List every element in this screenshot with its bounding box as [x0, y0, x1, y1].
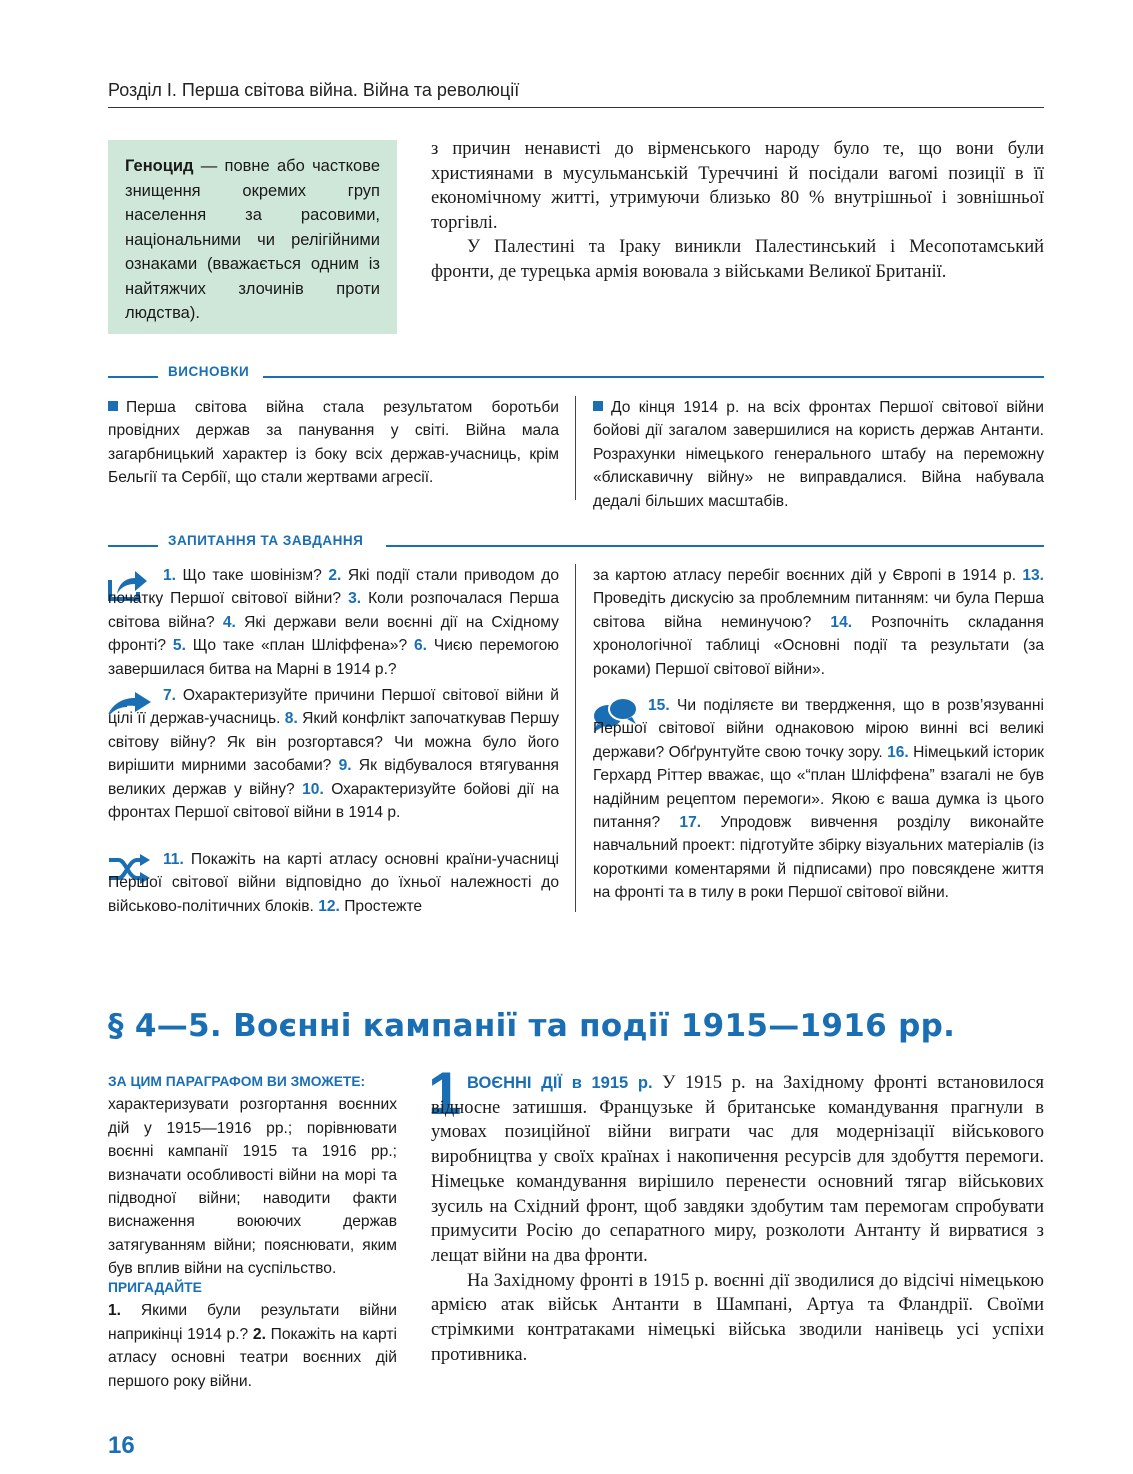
q12-text: Простежте — [339, 897, 423, 915]
q2-text: Які події стали приводом до початку Першої світової війни? — [108, 567, 559, 608]
running-header: Розділ І. Перша світова війна. Війна та революції — [108, 80, 520, 100]
main-paragraph-2: На Західному фронті в 1915 р. воєнні дії зводилися до відсічі німецькою армією атак військ Антанти в Шампані, Артуа та Фландрії. Своїми стрімкими контратаками німецькі війська зводили нанівець усі успіхи противника. — [431, 1270, 1044, 1365]
q10-num: 10. — [302, 780, 324, 798]
q17-text: Упродовж вивчення розділу виконайте навчальний проект: підготуйте збірку візуальних матеріалів (із короткими коментарями й підписами) про повсякдене життя на фронті та в тилу в роки Першої світової війни. — [593, 814, 1044, 902]
q1-text: Що таке шовінізм? — [176, 567, 329, 584]
paragraph-title: § 4—5. Воєнні кампанії та події 1915—1916 рр. — [108, 1008, 956, 1044]
questions-column-divider — [575, 564, 576, 912]
page-number: 16 — [108, 1432, 135, 1459]
conclusions-rule-right — [263, 376, 1044, 378]
conclusions-left-text: Перша світова війна стала результатом боротьби провідних держав за панування у світі. Війна мала загарбницький характер із боку всіх держав-учасниць, крім Бельгії та Сербії, що стали жертвами агресії. — [108, 399, 559, 487]
q10-text: Охарактеризуйте бойові дії на фронтах Першої світової війни в 1914 р. — [108, 780, 560, 822]
q9-num: 9. — [338, 757, 352, 775]
q5-text: Що таке «план Шліффена»? — [185, 637, 414, 655]
recall-box — [108, 1276, 397, 1393]
column-divider — [575, 396, 576, 500]
conclusions-right — [593, 396, 1044, 513]
main-p1-text: У 1915 р. на Західному фронті встановилося відносне затишшя. Французьке й британське командування прагнули в умовах позиційної війни виграти час для модернізації військового виробництва у своїх країнах і накопичення ресурсів для здобуття перемоги. Німецьке командування вирішило перенести основний тягар військових зусиль на Східний фронт, щоб завдяки здобутим там перемогам спробувати примусити Росію до сепаратного миру, розколоти Антанту й вирватися з лещат війни на два фронти. — [431, 1073, 1045, 1266]
recall-text — [108, 1299, 397, 1393]
q1-num: 1. — [163, 567, 177, 584]
q5-num: 5. — [172, 637, 186, 655]
questions-group-3 — [108, 848, 559, 918]
recall-2-num: 2. — [252, 1325, 266, 1343]
q11-text: Покажіть на карті атласу основні країни-учасниці Першої світової війни відповідно до їхньої належності до військово-політичних блоків. — [108, 851, 559, 915]
top-paragraph-2: У Палестині та Іраку виникли Палестинський і Месопотамський фронти, де турецька армія воювала з військами Великої Британії. — [431, 237, 1044, 282]
q12-num: 12. — [318, 897, 340, 915]
header-rule — [108, 107, 1044, 108]
q8-text: Який конфлікт започаткував Першу світову війну? Як він розгортався? Чи можна було його вирішити мирними засобами? — [108, 710, 560, 775]
q2-num: 2. — [328, 567, 342, 584]
section-number: 1 — [428, 1060, 462, 1127]
q4-text: Які держави вели воєнні дії на Східному фронті? — [108, 613, 559, 655]
q14-num: 14. — [830, 613, 853, 631]
goals-box — [108, 1070, 397, 1281]
q3-num: 3. — [348, 590, 362, 608]
goals-text: характеризувати розгортання воєнних дій у 1915—1916 рр.; порівнювати воєнні кампанії 1915 та 1916 рр.; визначати особливості війни на морі та підводної війни; наводити факти виснаження воюючих держав затягуванням війни; пояснювати, яким був вплив війни на суспільство. — [108, 1096, 397, 1278]
top-paragraph-1: з причин ненависті до вірменського народу було те, що вони були християнами в мусульманській Туреччині й посідали вагомі позиції в її економічному житті, утримуючи близько 80 % внутрішньої і зовнішньої торгівлі. — [431, 139, 1044, 233]
q6-num: 6. — [413, 637, 427, 655]
q3-text: Коли розпочалася Перша світова війна? — [108, 590, 559, 631]
definition-term: Геноцид — [125, 157, 194, 175]
q17-num: 17. — [679, 814, 702, 832]
main-paragraph-1 — [431, 1071, 1044, 1269]
q11-num: 11. — [163, 851, 184, 868]
recall-heading: ПРИГАДАЙТЕ — [108, 1280, 202, 1295]
questions-group-1 — [108, 564, 559, 681]
q12-text-cont: за картою атласу перебіг воєнних дій у Європі в 1914 р. — [593, 567, 1023, 584]
conclusions-rule-left — [108, 376, 158, 378]
section-lead: ВОЄННІ ДІЇ в 1915 р. — [467, 1074, 653, 1092]
q7-num: 7. — [163, 687, 177, 704]
questions-rule-left — [108, 545, 158, 547]
definition-text: — повне або часткове знищення окремих груп населення за расовими, національними чи релігійними ознаками (вважається одним із найтяжчих злочинів проти людства). — [125, 157, 380, 322]
q4-num: 4. — [222, 613, 236, 631]
q14-text: Розпочніть складання хронологічної таблиці «Основні події та результати (за роками) Першої світової війни». — [593, 613, 1044, 678]
conclusions-left — [108, 396, 559, 490]
q9-text: Як відбувалося втягування великих держав у війну? — [108, 757, 559, 798]
questions-heading: ЗАПИТАННЯ ТА ЗАВДАННЯ — [168, 533, 364, 548]
q13-num: 13. — [1022, 567, 1044, 584]
q13-text: Проведіть дискусію за проблемним питанням: чи була Перша світова війна неминучою? — [593, 590, 1044, 631]
q7-text: Охарактеризуйте причини Першої світової війни й цілі її держав-учасниць. — [108, 687, 559, 728]
q16-num: 16. — [887, 743, 909, 761]
bullet-square-icon — [108, 401, 118, 411]
conclusions-right-text: До кінця 1914 р. на всіх фронтах Першої світової війни бойові дії загалом завершилися на користь держав Антанти. Розрахунки німецького генерального штабу на переможну «блискавичну війну» не виправдалися. Війна набувала дедалі більших масштабів. — [593, 399, 1044, 510]
main-text — [431, 1071, 1044, 1367]
recall-1-num: 1. — [108, 1302, 122, 1320]
questions-group-2 — [108, 684, 559, 824]
q8-num: 8. — [284, 710, 298, 728]
q15-text: Чи поділяєте ви твердження, що в розв’язуванні Першої світової війни однаковою мірою винні всі великі держави? Обґрунтуйте свою точку зору. — [593, 697, 1044, 761]
questions-group-3-continued — [593, 564, 1044, 681]
goals-heading: ЗА ЦИМ ПАРАГРАФОМ ВИ ЗМОЖЕТЕ: — [108, 1074, 366, 1089]
questions-rule-right — [386, 545, 1044, 547]
bullet-square-icon — [593, 401, 603, 411]
q6-text: Чиєю перемогою завершилася битва на Марні в 1914 р.? — [108, 637, 559, 678]
definition-box — [108, 140, 397, 334]
q16-text: Німецький історик Герхард Ріттер вважає, що «“план Шліффена” взагалі не був надійним рецептом перемоги». Якою є ваша думка із цього питання? — [593, 743, 1044, 832]
recall-1-text: Якими були результати війни наприкінці 1914 р.? — [108, 1302, 397, 1343]
questions-group-4 — [593, 694, 1044, 905]
recall-2-text: Покажіть на карті атласу основні театри воєнних дій першого року війни. — [108, 1325, 397, 1390]
top-body-text — [431, 137, 1044, 284]
conclusions-heading: ВИСНОВКИ — [168, 364, 250, 379]
q15-num: 15. — [648, 697, 670, 714]
